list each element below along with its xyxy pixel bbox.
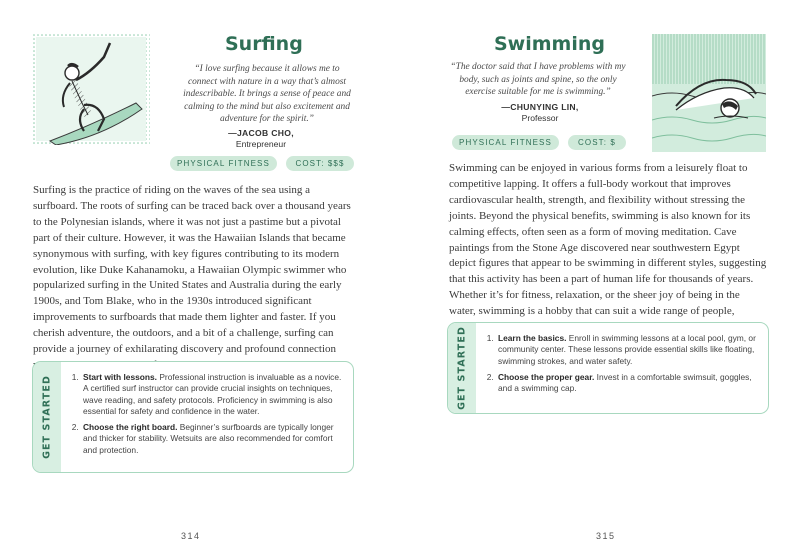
surfer-illustration — [32, 33, 150, 145]
get-started-sidebar — [448, 323, 476, 413]
step-text: Invest in a comfortable swimsuit, goggles, and a swimming cap. — [498, 371, 752, 394]
tag-cost: COST: $ — [568, 135, 626, 150]
author-name: —CHUNYING LIN, — [501, 102, 579, 112]
quote-attribution — [485, 102, 595, 124]
get-started-box — [32, 361, 354, 473]
swimmer-illustration — [652, 34, 766, 152]
body-text: Swimming can be enjoyed in various forms from a leisurely float to competitive lapping. It offers a full-body workout that improves cardiovascular health, strength, and flexibility without stressing the joints. Beyond the physical benefits, swimming is also known for its calming effects, often seen as a form of moving meditation. Cave paintings from the Stone Age discovered near southwestern Egypt depict figures that appear to be swimming in different styles, suggesting that this activity has been a part of human life for thousands of years. Whether it’s for fitness, relaxation, or the sheer joy of being in the water, swimming is a hobby that can suit a wide range of people, — [449, 162, 767, 318]
author-role: Professor — [521, 113, 559, 123]
tag-physical-fitness: PHYSICAL FITNESS — [170, 156, 277, 171]
page-number: 314 — [181, 531, 201, 541]
list-item — [81, 372, 345, 417]
tag-physical-fitness: PHYSICAL FITNESS — [452, 135, 559, 150]
body-text: Surfing is the practice of riding on the waves of the sea using a surfboard. The roots of surfing can be traced back over a thousand years to the Polynesian islands, where it was not just a pastime but a pivotal part of their culture. However, it was the Hawaiian Islands that became synonymous with surfing, with key figures contributing to its modern evolution, like Duke Kahanamoku, a Hawaiian Olympic swimmer who popularized surfing in the United States and Australia during the early 1900s, and Tom Blake, who in the 1930s introduced significant improvements to surfboards that made them lighter and faster. If you cherish adventure, the outdoors, and a bit of a challenge, surfing can provide a journey of exhilarating discovery and profound connection — [33, 184, 351, 356]
quote-attribution — [206, 128, 316, 150]
get-started-sidebar — [33, 362, 61, 472]
list-item — [496, 372, 760, 395]
step-title: Choose the proper gear. — [498, 371, 595, 382]
page-title: Swimming — [494, 33, 605, 55]
author-role: Entrepreneur — [235, 139, 287, 149]
step-text: Enroll in swimming lessons at a local pool, gym, or community center. These lessons provide essential skills like floating, swimming strokes, and water safety. — [498, 333, 756, 366]
right-page — [400, 0, 800, 560]
quote: “The doctor said that I have problems with my body, such as joints and spine, so the only exercise suitable for me is swimming.” — [450, 62, 626, 98]
list-item — [496, 333, 760, 367]
tag-cost: COST: $$$ — [286, 156, 354, 171]
step-title: Choose the right board. — [83, 422, 178, 433]
get-started-steps — [67, 372, 345, 461]
get-started-steps — [482, 333, 760, 399]
get-started-label: GET STARTED — [41, 375, 53, 459]
step-text: Beginner’s surfboards are typically longer and thicker for stability. Wetsuits are also recommended for comfort and protection. — [83, 422, 334, 455]
page-title: Surfing — [225, 33, 303, 55]
get-started-label: GET STARTED — [456, 326, 468, 410]
step-text: Professional instruction is invaluable as a novice. A certified surf instructor can provide crucial insights on techniques, wave reading, and safety protocols. Proficiency in swimming is also essential for safety and confidence in the water. — [83, 372, 342, 416]
author-name: —JACOB CHO, — [228, 128, 294, 138]
step-title: Learn the basics. — [498, 333, 567, 343]
page-number: 315 — [596, 531, 616, 541]
quote: “I love surfing because it allows me to connect with nature in a way that’s almost indescribable. It brings a sense of peace and calming to the mind but also excitement and adventure for the spirit.” — [183, 64, 351, 125]
step-title: Start with lessons. — [83, 372, 157, 382]
get-started-box — [447, 322, 769, 414]
list-item — [81, 422, 345, 456]
